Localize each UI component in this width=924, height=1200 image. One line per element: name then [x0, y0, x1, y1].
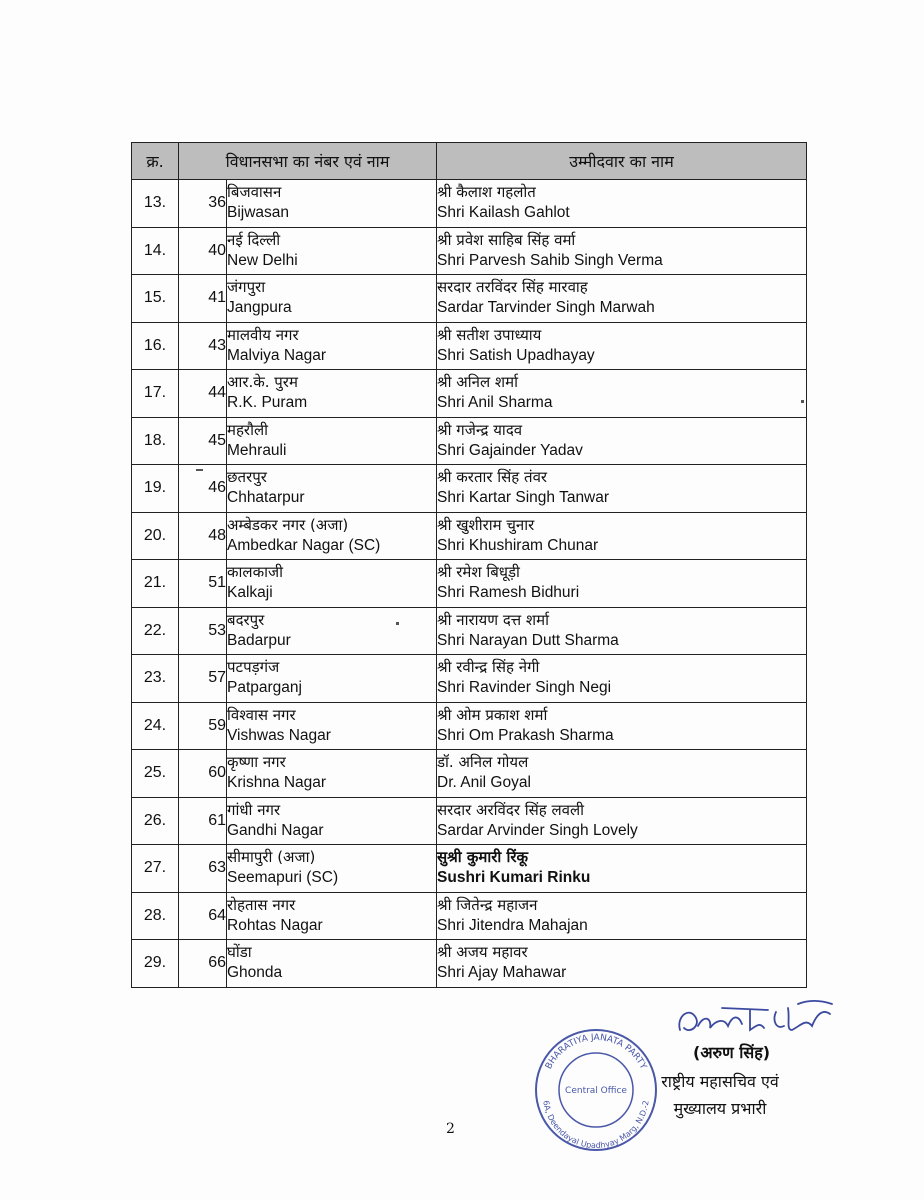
candidate-name-hindi: श्री खुशीराम चुनार: [437, 515, 535, 534]
constituency-number: 51: [179, 560, 227, 608]
page-number: 2: [446, 1121, 455, 1137]
candidate-name-english: Sushri Kumari Rinku: [437, 869, 591, 887]
row-serial: 25.: [132, 750, 179, 798]
constituency-name-hindi: अम्बेडकर नगर (अजा): [227, 515, 349, 534]
candidate-name: [437, 655, 807, 703]
constituency-name: [227, 465, 437, 513]
constituency-name-hindi: नई दिल्ली: [227, 230, 281, 249]
constituency-number: 48: [179, 512, 227, 560]
row-serial: 20.: [132, 512, 179, 560]
table-row: [132, 845, 807, 893]
table-row: [132, 370, 807, 418]
candidate-name-hindi: श्री नारायण दत्त शर्मा: [437, 610, 549, 629]
designation-line-1: राष्ट्रीय महासचिव एवं: [661, 1072, 779, 1091]
row-serial: 24.: [132, 702, 179, 750]
constituency-name: [227, 892, 437, 940]
row-serial: 22.: [132, 607, 179, 655]
seal-text: BHARATIYA JANATA PARTY: [544, 1032, 648, 1071]
candidate-name: [437, 892, 807, 940]
signer-designation: [625, 1068, 815, 1122]
candidate-name-hindi: श्री रवीन्द्र सिंह नेगी: [437, 658, 540, 677]
candidate-name-english: Shri Anil Sharma: [437, 394, 553, 412]
constituency-name-english: R.K. Puram: [227, 394, 308, 412]
candidate-name-hindi: श्री रमेश बिधूड़ी: [437, 563, 520, 582]
constituency-name-hindi: घोंडा: [227, 943, 252, 962]
candidate-name-hindi: श्री गजेन्द्र यादव: [437, 420, 523, 439]
table-row: [132, 797, 807, 845]
table-row: [132, 465, 807, 513]
candidate-name-hindi: डॉ. अनिल गोयल: [437, 753, 529, 772]
constituency-name-hindi: बदरपुर: [227, 610, 265, 629]
constituency-name-hindi: विश्वास नगर: [227, 705, 296, 724]
table-row: [132, 750, 807, 798]
constituency-number: 44: [179, 370, 227, 418]
constituency-name-english: Kalkaji: [227, 584, 273, 602]
constituency-name: [227, 607, 437, 655]
candidate-name: [437, 845, 807, 893]
table-row: [132, 655, 807, 703]
scan-mark: [801, 400, 804, 403]
constituency-name-hindi: कृष्णा नगर: [227, 753, 286, 772]
constituency-name-english: Gandhi Nagar: [227, 821, 324, 839]
constituency-number: 43: [179, 322, 227, 370]
candidate-name-hindi: सुश्री कुमारी रिंकू: [437, 848, 529, 867]
row-serial: 14.: [132, 227, 179, 275]
header-constituency: विधानसभा का नंबर एवं नाम: [179, 143, 437, 180]
table-row: [132, 417, 807, 465]
row-serial: 21.: [132, 560, 179, 608]
constituency-name: [227, 322, 437, 370]
row-serial: 17.: [132, 370, 179, 418]
seal-address: 6A, Deendayal Upadhyay Marg, N.D.-2: [541, 1099, 651, 1151]
table-body: [132, 180, 807, 988]
table-row: [132, 560, 807, 608]
table-row: [132, 227, 807, 275]
row-serial: 16.: [132, 322, 179, 370]
constituency-name-english: Chhatarpur: [227, 489, 305, 507]
constituency-number: 45: [179, 417, 227, 465]
signer-name: (अरुण सिंह): [693, 1043, 771, 1062]
constituency-name-english: Krishna Nagar: [227, 774, 327, 792]
candidate-name: [437, 275, 807, 323]
constituency-name: [227, 417, 437, 465]
candidate-name: [437, 180, 807, 228]
candidate-name-english: Shri Ravinder Singh Negi: [437, 679, 612, 697]
row-serial: 23.: [132, 655, 179, 703]
candidate-name-hindi: श्री ओम प्रकाश शर्मा: [437, 705, 548, 724]
constituency-name-hindi: रोहतास नगर: [227, 895, 296, 914]
candidate-name: [437, 370, 807, 418]
constituency-number: 36: [179, 180, 227, 228]
constituency-name-hindi: बिजवासन: [227, 183, 282, 202]
svg-text:BHARATIYA JANATA PARTY: [544, 1033, 648, 1071]
candidate-name: [437, 512, 807, 560]
table-row: [132, 702, 807, 750]
header-sno: क्र.: [132, 143, 179, 180]
row-serial: 27.: [132, 845, 179, 893]
candidate-name: [437, 322, 807, 370]
constituency-name: [227, 940, 437, 988]
row-serial: 28.: [132, 892, 179, 940]
constituency-name-english: Mehrauli: [227, 441, 287, 459]
constituency-name: [227, 655, 437, 703]
constituency-number: 59: [179, 702, 227, 750]
candidate-name-hindi: श्री कैलाश गहलोत: [437, 183, 536, 202]
candidate-table: [131, 142, 807, 988]
constituency-name-hindi: छतरपुर: [227, 468, 267, 487]
row-serial: 29.: [132, 940, 179, 988]
constituency-name: [227, 750, 437, 798]
seal-inner-text: Central Office: [565, 1086, 627, 1096]
constituency-name-hindi: महरौली: [227, 420, 269, 439]
candidate-name-english: Shri Ramesh Bidhuri: [437, 584, 580, 602]
constituency-number: 57: [179, 655, 227, 703]
candidate-name-english: Shri Ajay Mahawar: [437, 964, 567, 982]
candidate-name-hindi: सरदार अरविंदर सिंह लवली: [437, 800, 585, 819]
constituency-name-english: Patparganj: [227, 679, 302, 697]
constituency-name-hindi: पटपड़गंज: [227, 658, 280, 677]
candidate-name-english: Shri Khushiram Chunar: [437, 536, 599, 554]
constituency-name-hindi: मालवीय नगर: [227, 325, 299, 344]
table-row: [132, 322, 807, 370]
constituency-name-english: Ambedkar Nagar (SC): [227, 536, 381, 554]
candidate-name: [437, 417, 807, 465]
row-serial: 19.: [132, 465, 179, 513]
candidate-name-english: Shri Gajainder Yadav: [437, 441, 583, 459]
table-row: [132, 180, 807, 228]
constituency-name: [227, 180, 437, 228]
candidate-name-hindi: श्री सतीश उपाध्याय: [437, 325, 542, 344]
constituency-number: 66: [179, 940, 227, 988]
candidate-name: [437, 227, 807, 275]
candidate-name-english: Shri Jitendra Mahajan: [437, 916, 588, 934]
constituency-name-hindi: सीमापुरी (अजा): [227, 848, 316, 867]
candidate-name-english: Shri Kartar Singh Tanwar: [437, 489, 610, 507]
candidate-name-hindi: श्री प्रवेश साहिब सिंह वर्मा: [437, 230, 576, 249]
candidate-name: [437, 750, 807, 798]
constituency-name: [227, 370, 437, 418]
constituency-name-english: Vishwas Nagar: [227, 726, 331, 744]
candidate-name-english: Sardar Tarvinder Singh Marwah: [437, 299, 655, 317]
candidate-name-hindi: श्री करतार सिंह तंवर: [437, 468, 548, 487]
designation-line-2: मुख्यालय प्रभारी: [673, 1099, 767, 1118]
row-serial: 15.: [132, 275, 179, 323]
candidate-name-english: Shri Om Prakash Sharma: [437, 726, 614, 744]
constituency-name-english: Malviya Nagar: [227, 346, 327, 364]
signature: [672, 996, 842, 1046]
candidate-name: [437, 940, 807, 988]
constituency-name: [227, 702, 437, 750]
constituency-name: [227, 845, 437, 893]
constituency-name-english: New Delhi: [227, 251, 298, 269]
constituency-name-english: Rohtas Nagar: [227, 916, 323, 934]
candidate-name-hindi: श्री अनिल शर्मा: [437, 373, 518, 392]
constituency-number: 53: [179, 607, 227, 655]
header-candidate: उम्मीदवार का नाम: [437, 143, 807, 180]
constituency-name: [227, 797, 437, 845]
table-row: [132, 512, 807, 560]
constituency-number: 64: [179, 892, 227, 940]
candidate-name-english: Shri Satish Upadhayay: [437, 346, 595, 364]
table-header-row: [132, 143, 807, 180]
candidate-name: [437, 465, 807, 513]
constituency-name-english: Badarpur: [227, 631, 291, 649]
constituency-number: 40: [179, 227, 227, 275]
scan-mark: [196, 469, 203, 471]
constituency-name: [227, 227, 437, 275]
constituency-name-hindi: कालकाजी: [227, 563, 283, 582]
constituency-name-english: Seemapuri (SC): [227, 869, 339, 887]
candidate-name: [437, 607, 807, 655]
scan-mark: [396, 622, 399, 625]
table-row: [132, 892, 807, 940]
table-row: [132, 275, 807, 323]
constituency-name: [227, 512, 437, 560]
constituency-name: [227, 275, 437, 323]
table-row: [132, 607, 807, 655]
row-serial: 18.: [132, 417, 179, 465]
row-serial: 13.: [132, 180, 179, 228]
candidate-name-english: Sardar Arvinder Singh Lovely: [437, 821, 638, 839]
constituency-name: [227, 560, 437, 608]
constituency-name-english: Bijwasan: [227, 204, 290, 222]
candidate-name-hindi: सरदार तरविंदर सिंह मारवाह: [437, 278, 588, 297]
candidate-name: [437, 702, 807, 750]
constituency-name-english: Jangpura: [227, 299, 292, 317]
candidate-name: [437, 560, 807, 608]
constituency-name-hindi: जंगपुरा: [227, 278, 266, 297]
candidate-name: [437, 797, 807, 845]
constituency-number: 60: [179, 750, 227, 798]
candidate-name-english: Shri Parvesh Sahib Singh Verma: [437, 251, 663, 269]
row-serial: 26.: [132, 797, 179, 845]
constituency-number: 63: [179, 845, 227, 893]
candidate-name-hindi: श्री अजय महावर: [437, 943, 528, 962]
constituency-number: 61: [179, 797, 227, 845]
constituency-name-english: Ghonda: [227, 964, 283, 982]
candidate-name-english: Dr. Anil Goyal: [437, 774, 531, 792]
constituency-name-hindi: आर.के. पुरम: [227, 373, 298, 392]
constituency-name-hindi: गांधी नगर: [227, 800, 281, 819]
constituency-number: 46: [179, 465, 227, 513]
table-row: [132, 940, 807, 988]
candidate-name-english: Shri Kailash Gahlot: [437, 204, 570, 222]
candidate-name-hindi: श्री जितेन्द्र महाजन: [437, 895, 538, 914]
candidate-name-english: Shri Narayan Dutt Sharma: [437, 631, 619, 649]
constituency-number: 41: [179, 275, 227, 323]
